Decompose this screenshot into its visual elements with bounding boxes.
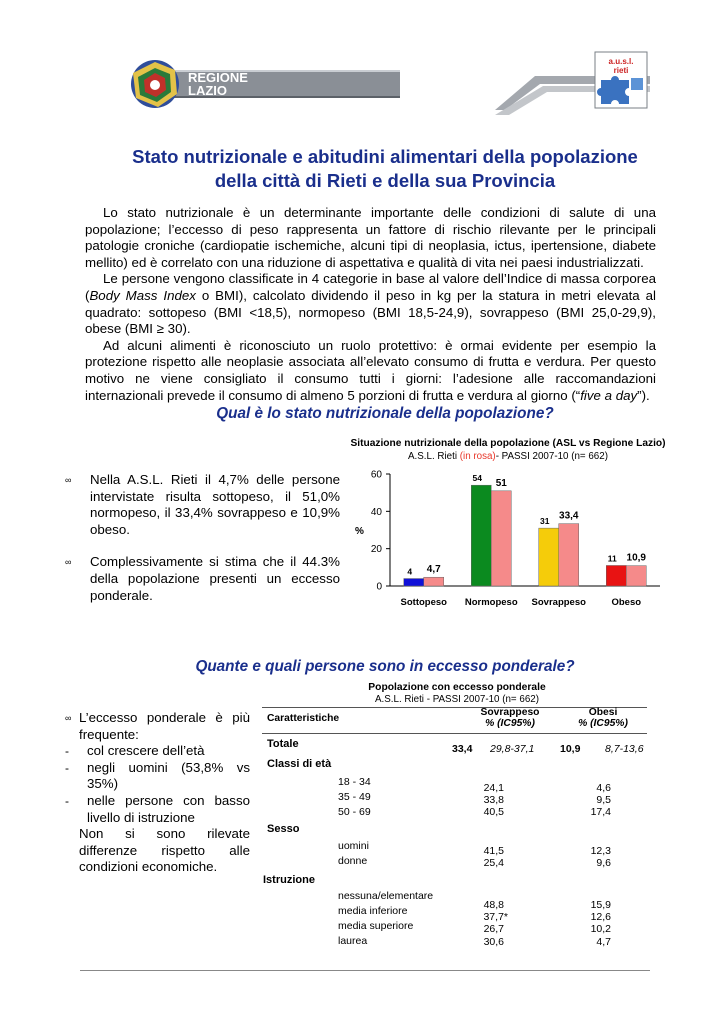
- infinity-bullet-icon: ∞: [65, 475, 72, 485]
- age-overweight-value: 24,1: [483, 782, 504, 794]
- sex-obese-value: 9,6: [596, 857, 611, 869]
- group-sex-label: Sesso: [267, 823, 300, 835]
- total-overweight: 33,4: [452, 743, 473, 755]
- intro-p3-text-b: ”).: [637, 387, 650, 403]
- dash-item: [65, 760, 250, 793]
- sex-row-label: uomini: [338, 840, 369, 852]
- table-subtitle: A.S.L. Rieti - PASSI 2007-10 (n= 662): [374, 694, 539, 705]
- section-heading-overweight: Quante e quali persone sono in eccesso ponderale?: [195, 658, 575, 675]
- dash-item-text: nelle persone con basso livello di istruzione: [87, 792, 250, 825]
- group-age-label: Classi di età: [267, 758, 332, 770]
- dash-item: [65, 743, 250, 760]
- sex-overweight-value: 41,5: [483, 845, 504, 857]
- intro-paragraph-3: [85, 338, 656, 404]
- intro-paragraph-2: [85, 271, 656, 337]
- y-axis-label: %: [355, 526, 364, 537]
- asl-rieti-logo: [495, 50, 650, 118]
- intro-p2-text-a: Le persone vengono classificate in 4 categorie in base al valore dell’Indice di massa corporea (: [85, 271, 656, 303]
- y-tick-label: 60: [370, 469, 382, 481]
- col-header-characteristics: Caratteristiche: [267, 713, 340, 724]
- col-header-overweight-line1: Sovrappeso: [480, 707, 540, 718]
- intro-p2-text-b: o BMI), calcolato dividendo il peso in kg per la statura in metri elevata al quadrato: sottopeso (BMI <18,5), normopeso (BMI 18,5-24,9), sovrappeso (BMI 25,0-29,9), obese (BMI ≥ 30).: [85, 287, 656, 337]
- age-row-label: 50 - 69: [338, 806, 371, 818]
- age-obese-value: 17,4: [590, 806, 611, 818]
- education-obese-value: 12,6: [590, 911, 611, 923]
- infinity-bullet-icon: ∞: [65, 713, 72, 723]
- education-overweight-value: 26,7: [483, 923, 504, 935]
- sex-obese-value: 12,3: [590, 845, 611, 857]
- bar-regione-sottopeso: [404, 579, 424, 586]
- education-obese-value: 4,7: [596, 936, 611, 948]
- sex-overweight-value: 25,4: [483, 857, 504, 869]
- col-header-obese-line2: % (IC95%): [578, 718, 628, 729]
- total-obese: 10,9: [560, 743, 581, 755]
- x-category-label: Sovrappeso: [531, 597, 586, 608]
- education-row-label: media inferiore: [338, 905, 408, 917]
- page-title-line2: della città di Rieti e della sua Provincia: [214, 170, 556, 191]
- overweight-bullets: [65, 710, 250, 876]
- page-title: [60, 145, 710, 193]
- education-row-label: nessuna/elementare: [338, 890, 434, 902]
- bullet-item: [65, 710, 250, 743]
- nutrition-bullets: [65, 472, 340, 604]
- total-overweight-ci: 29,8-37,1: [490, 743, 535, 755]
- dash-bullet-icon: -: [65, 793, 69, 808]
- bullet-text: Complessivamente si stima che il 44.3% della popolazione presenti un eccesso ponderale.: [90, 554, 340, 603]
- group-education-label: Istruzione: [263, 874, 315, 886]
- intro-p3-text-a: Ad alcuni alimenti è riconosciuto un ruolo protettivo: è ormai evidente per esempio la protezione rispetto alle neoplasie associata all’elevato consumo di frutta e verdura. Per questo motivo ne viene consigliato il consumo tutti i giorni: l’adesione alle raccomandazioni internazionali prevede il consumo di almeno 5 porzioni di frutta e verdura al giorno (“: [85, 337, 656, 403]
- chart-subtitle-highlight: (in rosa): [459, 451, 496, 462]
- region-logo-line1: REGIONE: [188, 70, 248, 85]
- bullet-item: [65, 554, 340, 604]
- x-category-label: Normopeso: [464, 597, 518, 608]
- age-row-label: 35 - 49: [338, 791, 371, 803]
- education-obese-value: 10,2: [590, 923, 611, 935]
- education-overweight-value: 30,6: [483, 936, 504, 948]
- age-obese-value: 9,5: [596, 794, 611, 806]
- intro-paragraph-1: Lo stato nutrizionale è un determinante importante delle condizioni di salute di una popolazione; l’eccesso di peso rappresenta un fattore di rischio rilevante per le principali patologie croniche (cardiopatie ischemiche, alcuni tipi di neoplasia, ictus, ipertensione, diabete mellito) ed è correlato con una riduzione di aspettativa e qualità di vita nei paesi industrializzati.: [85, 205, 656, 270]
- intro-p3-italic: five a day: [580, 387, 638, 403]
- y-tick-label: 0: [376, 581, 382, 593]
- sex-row-label: donne: [338, 855, 368, 867]
- data-label-asl: 51: [495, 477, 507, 489]
- chart-subtitle-b: - PASSI 2007-10 (n= 662): [495, 451, 608, 462]
- row-total-label: Totale: [267, 738, 299, 750]
- education-overweight-value: 48,8: [483, 899, 504, 911]
- page-header: [100, 40, 650, 125]
- dash-bullet-icon: -: [65, 744, 69, 759]
- education-row-label: media superiore: [338, 920, 414, 932]
- regione-lazio-logo: [100, 58, 400, 110]
- x-category-label: Obeso: [611, 597, 642, 608]
- education-overweight-value: 37,7*: [483, 911, 508, 923]
- bar-regione-sovrappeso: [539, 528, 559, 586]
- asl-logo-line2: rieti: [613, 66, 629, 75]
- age-row-label: 18 - 34: [338, 776, 371, 788]
- age-overweight-value: 33,8: [483, 794, 504, 806]
- bullet-text: L’eccesso ponderale è più frequente:: [79, 710, 250, 742]
- col-header-obese-line1: Obesi: [588, 707, 618, 718]
- col-header-obese: [558, 707, 648, 729]
- data-label-regione: 11: [607, 553, 617, 564]
- dash-item: [65, 793, 250, 826]
- bar-asl-obeso: [626, 566, 646, 586]
- data-label-regione: 4: [407, 566, 413, 577]
- data-label-regione: 54: [472, 473, 482, 484]
- bullet-item: [65, 472, 340, 538]
- bar-asl-sottopeso: [424, 577, 444, 586]
- data-label-asl: 4,7: [426, 564, 441, 576]
- closing-text: Non si sono rilevate differenze rispetto alle condizioni economiche.: [79, 826, 250, 875]
- page-title-line1: Stato nutrizionale e abitudini alimentari della popolazione: [132, 146, 638, 167]
- chart-subtitle: [348, 451, 668, 462]
- chart-subtitle-a: A.S.L. Rieti: [408, 451, 460, 462]
- bar-asl-normopeso: [491, 491, 511, 586]
- y-tick-label: 20: [370, 544, 382, 556]
- data-label-asl: 10,9: [626, 552, 646, 564]
- intro-p2-italic: Body Mass Index: [89, 287, 196, 303]
- nutrition-bar-chart: [345, 462, 665, 622]
- x-category-label: Sottopeso: [400, 597, 447, 608]
- age-obese-value: 4,6: [596, 782, 611, 794]
- bullet-text: Nella A.S.L. Rieti il 4,7% delle persone intervistate risulta sottopeso, il 51,0% normopeso, il 33,4% sovrappeso e 10,9% obeso.: [90, 472, 340, 537]
- region-logo-line2: LAZIO: [188, 83, 227, 98]
- education-obese-value: 15,9: [590, 899, 611, 911]
- chart-title: Situazione nutrizionale della popolazione (ASL vs Regione Lazio): [350, 438, 666, 449]
- section-heading-nutrition: Qual è lo stato nutrizionale della popolazione?: [216, 405, 554, 422]
- data-label-regione: 31: [540, 516, 550, 527]
- total-obese-ci: 8,7-13,6: [605, 743, 644, 755]
- age-overweight-value: 40,5: [483, 806, 504, 818]
- col-header-overweight: [450, 707, 570, 729]
- table-title: Popolazione con eccesso ponderale: [368, 682, 546, 693]
- table-header-divider: [262, 733, 647, 734]
- dash-bullet-icon: -: [65, 760, 69, 775]
- intro-text: [85, 205, 656, 404]
- dash-item-text: negli uomini (53,8% vs 35%): [87, 759, 250, 792]
- bar-regione-normopeso: [471, 485, 491, 586]
- y-tick-label: 40: [370, 506, 382, 518]
- bar-regione-obeso: [606, 565, 626, 586]
- bar-asl-sovrappeso: [559, 524, 579, 586]
- infinity-bullet-icon: ∞: [65, 557, 72, 568]
- asl-logo-line1: a.u.s.l.: [608, 57, 634, 66]
- dash-item-text: col crescere dell’età: [87, 743, 205, 759]
- education-row-label: laurea: [338, 935, 368, 947]
- data-label-asl: 33,4: [559, 510, 579, 522]
- col-header-overweight-line2: % (IC95%): [485, 718, 535, 729]
- footer-divider: [80, 970, 650, 971]
